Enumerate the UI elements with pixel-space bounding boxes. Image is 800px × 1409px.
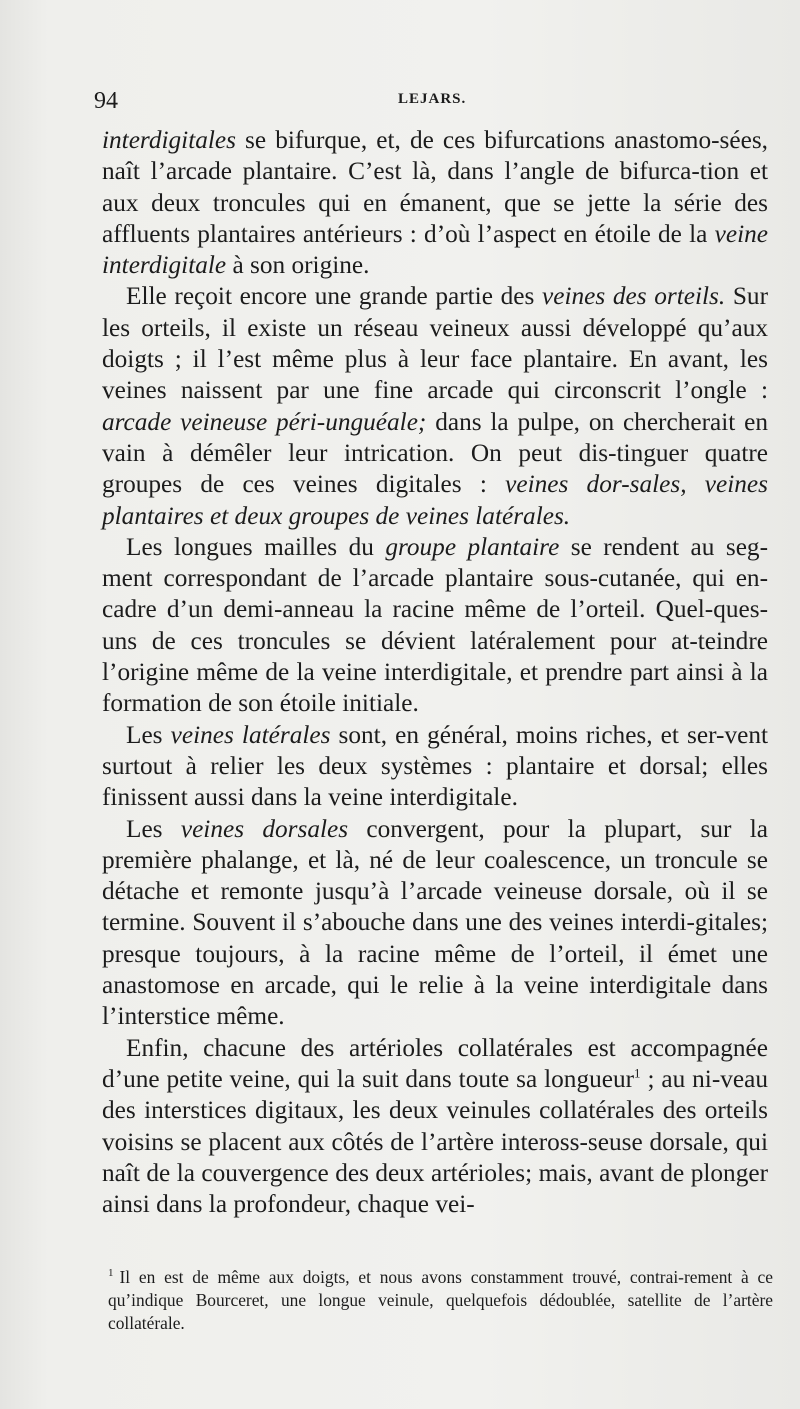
italic-term: veines latérales [170,720,331,749]
paragraph [102,814,768,1033]
italic-term: veines des orteils. [541,282,726,311]
page-number: 94 [94,88,118,114]
text-run: se bifurque, et, de ces bifurcations anastomo-sées, naît l’arcade plantaire. C’est là, dans l’angle de bifurca-tion et aux deux troncules qui en émanent, que se jette la série des affluents plantaires antérieurs : d’où l’aspect en étoile de la [102,126,768,248]
paragraph [102,281,768,531]
footnote [108,1262,773,1335]
footnote-ref: 1 [634,1065,641,1081]
italic-term: veine interdigitale [102,219,768,280]
paragraph [102,1033,768,1221]
text-run: Les [126,720,171,749]
italic-term: arcade veineuse péri-unguéale; [102,407,427,436]
text-run: convergent, pour la plupart, sur la première phalange, et là, né de leur coalescence, un troncule se détache et remonte jusqu’à l’arcade veineuse dorsale, où il se termine. Souvent il s’abouche dans une des veines interdi-gitales; presque toujours, à la racine même de l’orteil, il émet une anastomose en arcade, qui le relie à la veine interdigitale dans l’interstice même. [102,814,769,1031]
text-run: dans la pulpe, on chercherait en vain à démêler leur intrication. On peut dis-tinguer quatre groupes de ces veines digitales : [102,407,768,499]
footnote-text: Il en est de même aux doigts, et nous avons constamment trouvé, contrai-rement à ce qu’indique Bourceret, une longue veinule, quelquefois dédoublée, satellite de l’artère collatérale. [108,1266,773,1333]
text-run: à son origine. [226,251,370,280]
text-run: Les longues mailles du [126,532,386,561]
text-run: ; au ni-veau des interstices digitaux, les deux veinules collatérales des orteils voisins se placent aux côtés de l’artère inteross-seuse dorsale, qui naît de la couvergence des deux artérioles; mais, avant de plonger ainsi dans la profondeur, chaque vei- [102,1064,768,1219]
text-run: Sur les orteils, il existe un réseau veineux aussi développé qu’aux doigts ; il l’est même plus à leur face plantaire. En avant, les veines naissent par une fine arcade qui circonscrit l’ongle : [102,282,769,405]
text-run: Enfin, chacune des artérioles collatérales est accompagnée d’une petite veine, qui la suit dans toute sa longueur [102,1033,768,1093]
text-run: Elle reçoit encore une grande partie des [126,282,542,311]
footnote-mark: 1 [108,1267,114,1279]
italic-term: groupe plantaire [385,532,560,561]
running-head: LEJARS. [398,91,467,107]
text-run: Les [126,814,181,843]
body-text [102,125,768,1220]
italic-term: veines dorsales [180,814,349,843]
text-run: se rendent au seg-ment correspondant de l’arcade plantaire sous-cutanée, qui en-cadre d’un demi-anneau la racine même de l’orteil. Quel-ques-uns de ces troncules se dévient latéralement pour at-teindre l’origine même de la veine interdigitale, et prendre part ainsi à la formation de son étoile initiale. [102,532,768,718]
paragraph [102,125,768,281]
page-header [94,88,770,122]
italic-term: interdigitales [102,126,236,154]
italic-term: veines dor-sales, veines plantaires et deux groupes de veines latérales. [102,470,768,530]
paragraph [102,532,768,720]
paragraph [102,720,768,814]
text-run: sont, en général, moins riches, et ser-vent surtout à relier les deux systèmes : plantaire et dorsal; elles finissent aussi dans la veine interdigitale. [102,720,768,812]
